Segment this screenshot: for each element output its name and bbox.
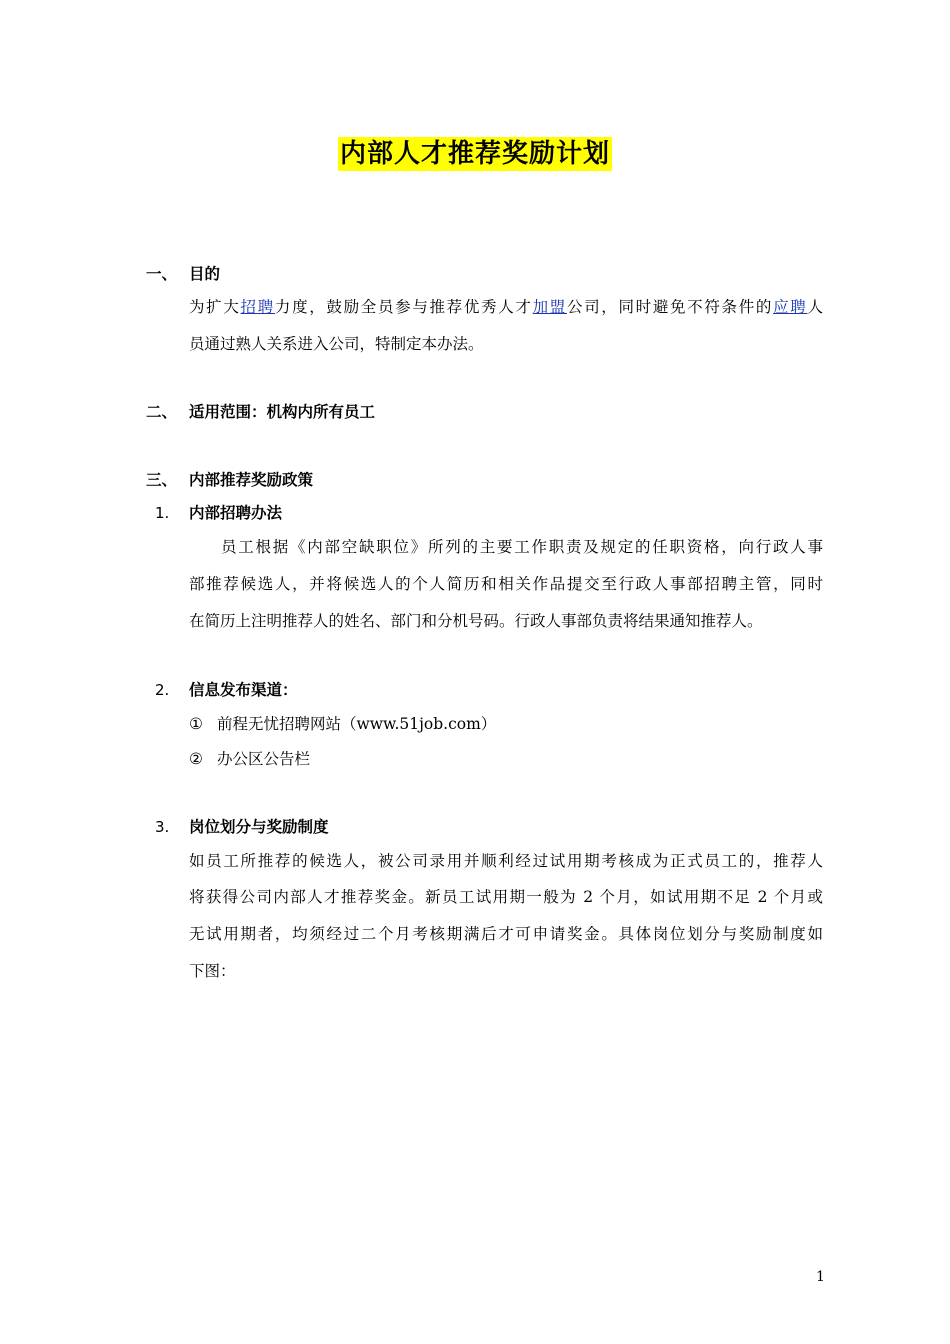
section-2-marker: 二、: [146, 403, 178, 421]
item-1-line-3: 在简历上注明推荐人的姓名、部门和分机号码。行政人事部负责将结果通知推荐人。: [189, 612, 763, 630]
section-3-heading: 内部推荐奖励政策: [189, 471, 314, 489]
section-1-line-2: 员通过熟人关系进入公司，特制定本办法。: [189, 335, 484, 353]
item-1-line-2: 部推荐候选人，并将候选人的个人简历和相关作品提交至行政人事部招聘主管，同时: [189, 575, 823, 593]
link-zhaopin[interactable]: 招聘: [240, 298, 275, 316]
item-3-line-1: 如员工所推荐的候选人，被公司录用并顺利经过试用期考核成为正式员工的，推荐人: [189, 852, 823, 870]
link-jiameng[interactable]: 加盟: [532, 298, 567, 316]
section-2-heading: 适用范围：机构内所有员工: [189, 403, 376, 421]
item-1-line-1: 员工根据《内部空缺职位》所列的主要工作职责及规定的任职资格，向行政人事: [221, 538, 823, 556]
section-1-line-1: [189, 297, 823, 317]
item-3-line-4: 下图：: [189, 962, 236, 980]
option-1-marker: ①: [189, 715, 203, 733]
section-1-text-d: 人: [807, 298, 823, 316]
section-1-heading: 目的: [189, 265, 221, 283]
item-3-number: 3.: [155, 818, 170, 836]
document-title: 内部人才推荐奖励计划: [339, 139, 610, 169]
section-1-text-a: 为扩大: [189, 298, 241, 316]
section-3-marker: 三、: [146, 471, 178, 489]
option-2-text: 办公区公告栏: [217, 750, 311, 768]
section-1-text-b: 力度，鼓励全员参与推荐优秀人才: [274, 298, 533, 316]
item-3-heading: 岗位划分与奖励制度: [189, 818, 329, 836]
item-3-line-3: 无试用期者，均须经过二个月考核期满后才可申请奖金。具体岗位划分与奖励制度如: [189, 925, 823, 943]
item-3-line-2: 将获得公司内部人才推荐奖金。新员工试用期一般为 2 个月，如试用期不足 2 个月或: [189, 888, 823, 906]
item-1-number: 1.: [155, 504, 170, 522]
title-block: [0, 137, 950, 171]
option-2-marker: ②: [189, 750, 203, 768]
item-2-number: 2.: [155, 681, 170, 699]
option-1-text: 前程无忧招聘网站（www.51job.com）: [217, 715, 497, 733]
item-1-heading: 内部招聘办法: [189, 504, 283, 522]
link-yingpin[interactable]: 应聘: [773, 298, 808, 316]
page-number: 1: [816, 1269, 825, 1285]
section-1-text-c: 公司，同时避免不符条件的: [566, 298, 774, 316]
section-1-marker: 一、: [146, 265, 178, 283]
item-2-heading: 信息发布渠道：: [189, 681, 298, 699]
